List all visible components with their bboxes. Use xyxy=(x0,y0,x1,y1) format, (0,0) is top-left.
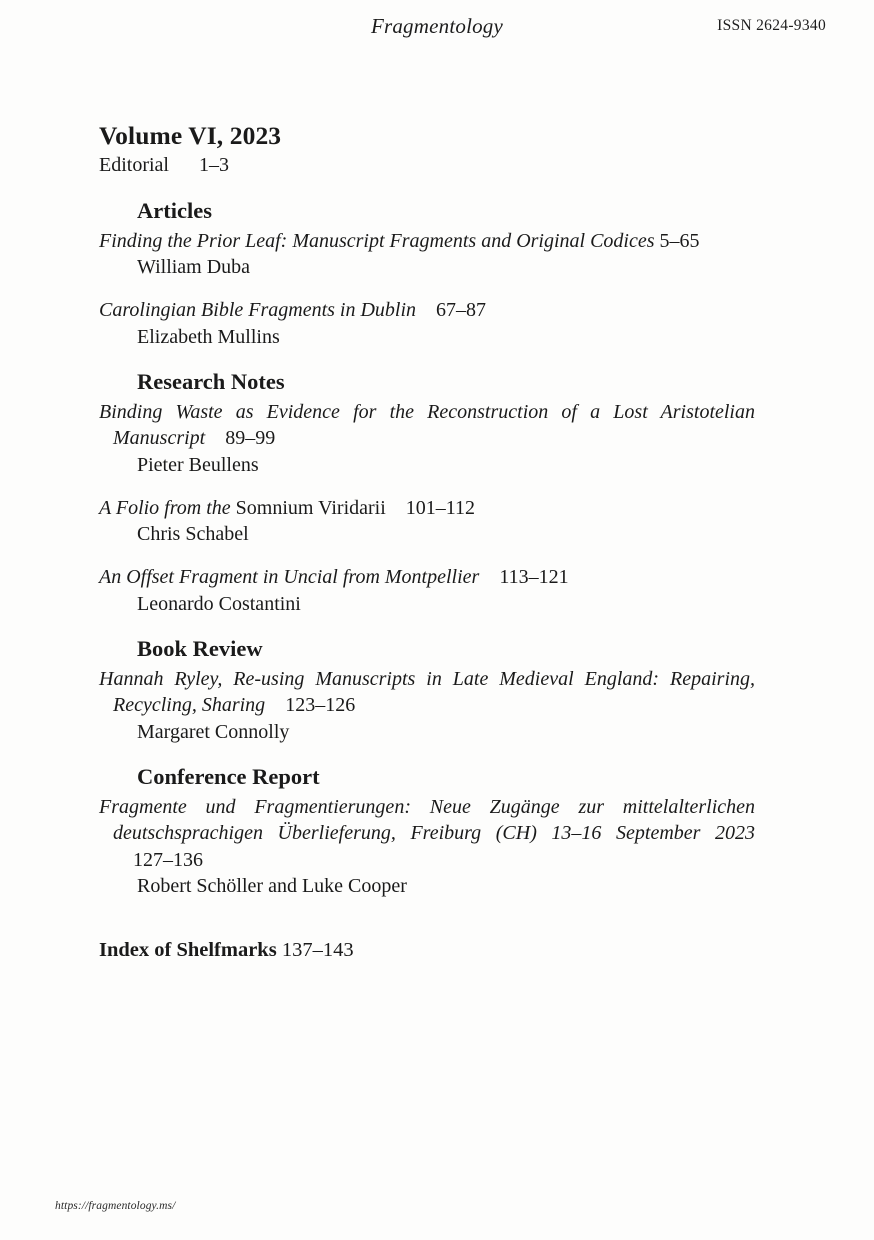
entry-pages: 67–87 xyxy=(436,299,487,322)
section-heading-book-review: Book Review xyxy=(137,635,263,661)
entry-title-work-name: Somnium Viridarii xyxy=(235,496,386,519)
entry-author: Pieter Beullens xyxy=(137,453,259,476)
entry-gap xyxy=(386,497,406,519)
toc-entry xyxy=(99,399,755,478)
entry-pages: 123–126 xyxy=(285,694,356,717)
toc-entry xyxy=(99,564,755,617)
entry-gap xyxy=(113,849,133,871)
section-heading-conference-report: Conference Report xyxy=(137,763,320,789)
section-heading-research-notes: Research Notes xyxy=(137,368,285,394)
issn-label: ISSN 2624-9340 xyxy=(717,17,826,34)
running-head xyxy=(0,14,874,44)
entry-title xyxy=(99,297,755,324)
entry-title-text: Finding the Prior Leaf: Manuscript Fragments and Original Codices xyxy=(99,229,655,252)
toc-entry xyxy=(99,794,755,900)
entry-pages: 127–136 xyxy=(133,848,203,871)
entry-title-text: Binding Waste as Evidence for the Reconstruction of a Lost Aristotelian Manuscript xyxy=(99,400,755,450)
index-of-shelfmarks-entry xyxy=(99,937,755,964)
entry-gap xyxy=(205,427,225,449)
editorial-entry xyxy=(99,152,755,179)
editorial-gap xyxy=(169,154,199,176)
index-pages: 137–143 xyxy=(276,939,354,962)
journal-title: Fragmentology xyxy=(370,14,504,38)
entry-author: Elizabeth Mullins xyxy=(137,325,280,348)
entry-author: William Duba xyxy=(137,256,251,279)
entry-title xyxy=(99,794,755,874)
entry-title-text-italic: A Folio from the xyxy=(99,496,236,519)
table-of-contents xyxy=(99,122,755,964)
entry-pages: 5–65 xyxy=(659,229,700,252)
volume-title: Volume VI, 2023 xyxy=(99,121,282,150)
entry-title xyxy=(99,228,755,255)
toc-entry xyxy=(99,495,755,548)
entry-title-text: An Offset Fragment in Uncial from Montpellier xyxy=(99,566,480,589)
entry-title-text: Fragmente und Fragmentierungen: Neue Zugänge zur mittelalterlichen deutschsprachigen Überlieferung, Freiburg (CH) 13–16 September 2023 xyxy=(99,795,755,845)
editorial-pages: 1–3 xyxy=(198,153,229,176)
entry-gap xyxy=(416,299,436,321)
entry-pages: 89–99 xyxy=(225,427,276,450)
toc-entry xyxy=(99,228,755,281)
entry-author: Chris Schabel xyxy=(137,523,249,546)
entry-gap xyxy=(479,566,499,588)
entry-title-text: Carolingian Bible Fragments in Dublin xyxy=(99,299,417,322)
section-heading-articles: Articles xyxy=(137,197,212,223)
entry-gap xyxy=(265,694,285,716)
entry-title xyxy=(99,399,755,452)
index-label: Index of Shelfmarks xyxy=(99,939,277,962)
entry-author: Margaret Connolly xyxy=(137,720,290,743)
entry-author: Robert Schöller and Luke Cooper xyxy=(137,875,407,898)
entry-title-text: Hannah Ryley, Re-using Manuscripts in Late Medieval England: Repairing, Recycling, Sharing xyxy=(99,667,755,717)
toc-entry xyxy=(99,297,755,350)
toc-entry xyxy=(99,666,755,745)
entry-author: Leonardo Costantini xyxy=(137,592,301,615)
editorial-label: Editorial xyxy=(99,153,169,176)
entry-pages: 113–121 xyxy=(499,566,569,589)
entry-pages: 101–112 xyxy=(405,496,476,519)
entry-title xyxy=(99,564,755,591)
entry-title xyxy=(99,666,755,719)
footer-url: https://fragmentology.ms/ xyxy=(55,1200,176,1212)
entry-title xyxy=(99,495,755,522)
